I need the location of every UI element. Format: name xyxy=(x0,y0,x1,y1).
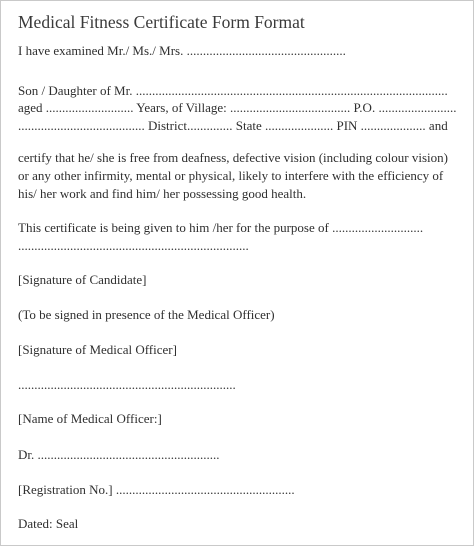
dated-seal-line: Dated: Seal xyxy=(18,516,79,531)
doctor-line: Dr. ........................................................ xyxy=(18,447,220,462)
signature-of-candidate: [Signature of Candidate] xyxy=(18,272,147,287)
certify-paragraph: certify that he/ she is free from deafness, defective vision (including colour vision) or any other infirmity, mental or physical, likely to interfere with the efficiency of his/ her work and find him/ her possessing good health. xyxy=(18,150,448,201)
registration-number-line: [Registration No.] ....................................................... xyxy=(18,482,295,497)
district-state-pin-line: ....................................... District.............. State ..................... PIN .................... and xyxy=(18,118,448,133)
document-title: Medical Fitness Certificate Form Format xyxy=(18,12,305,32)
officer-dots-line: ................................................................... xyxy=(18,377,236,392)
name-of-medical-officer: [Name of Medical Officer:] xyxy=(18,411,162,426)
signed-presence-note: (To be signed in presence of the Medical Officer) xyxy=(18,307,275,322)
signature-of-medical-officer: [Signature of Medical Officer] xyxy=(18,342,177,357)
purpose-dots-line: ....................................................................... xyxy=(18,238,249,253)
aged-village-line: aged ........................... Years, of Village: ..................................... P.O. ........................ xyxy=(18,100,457,115)
examined-line: I have examined Mr./ Ms./ Mrs. ................................................. xyxy=(18,43,346,58)
purpose-line: This certificate is being given to him /her for the purpose of ............................ xyxy=(18,220,424,235)
son-daughter-line: Son / Daughter of Mr. ................................................................................................ xyxy=(18,83,448,98)
